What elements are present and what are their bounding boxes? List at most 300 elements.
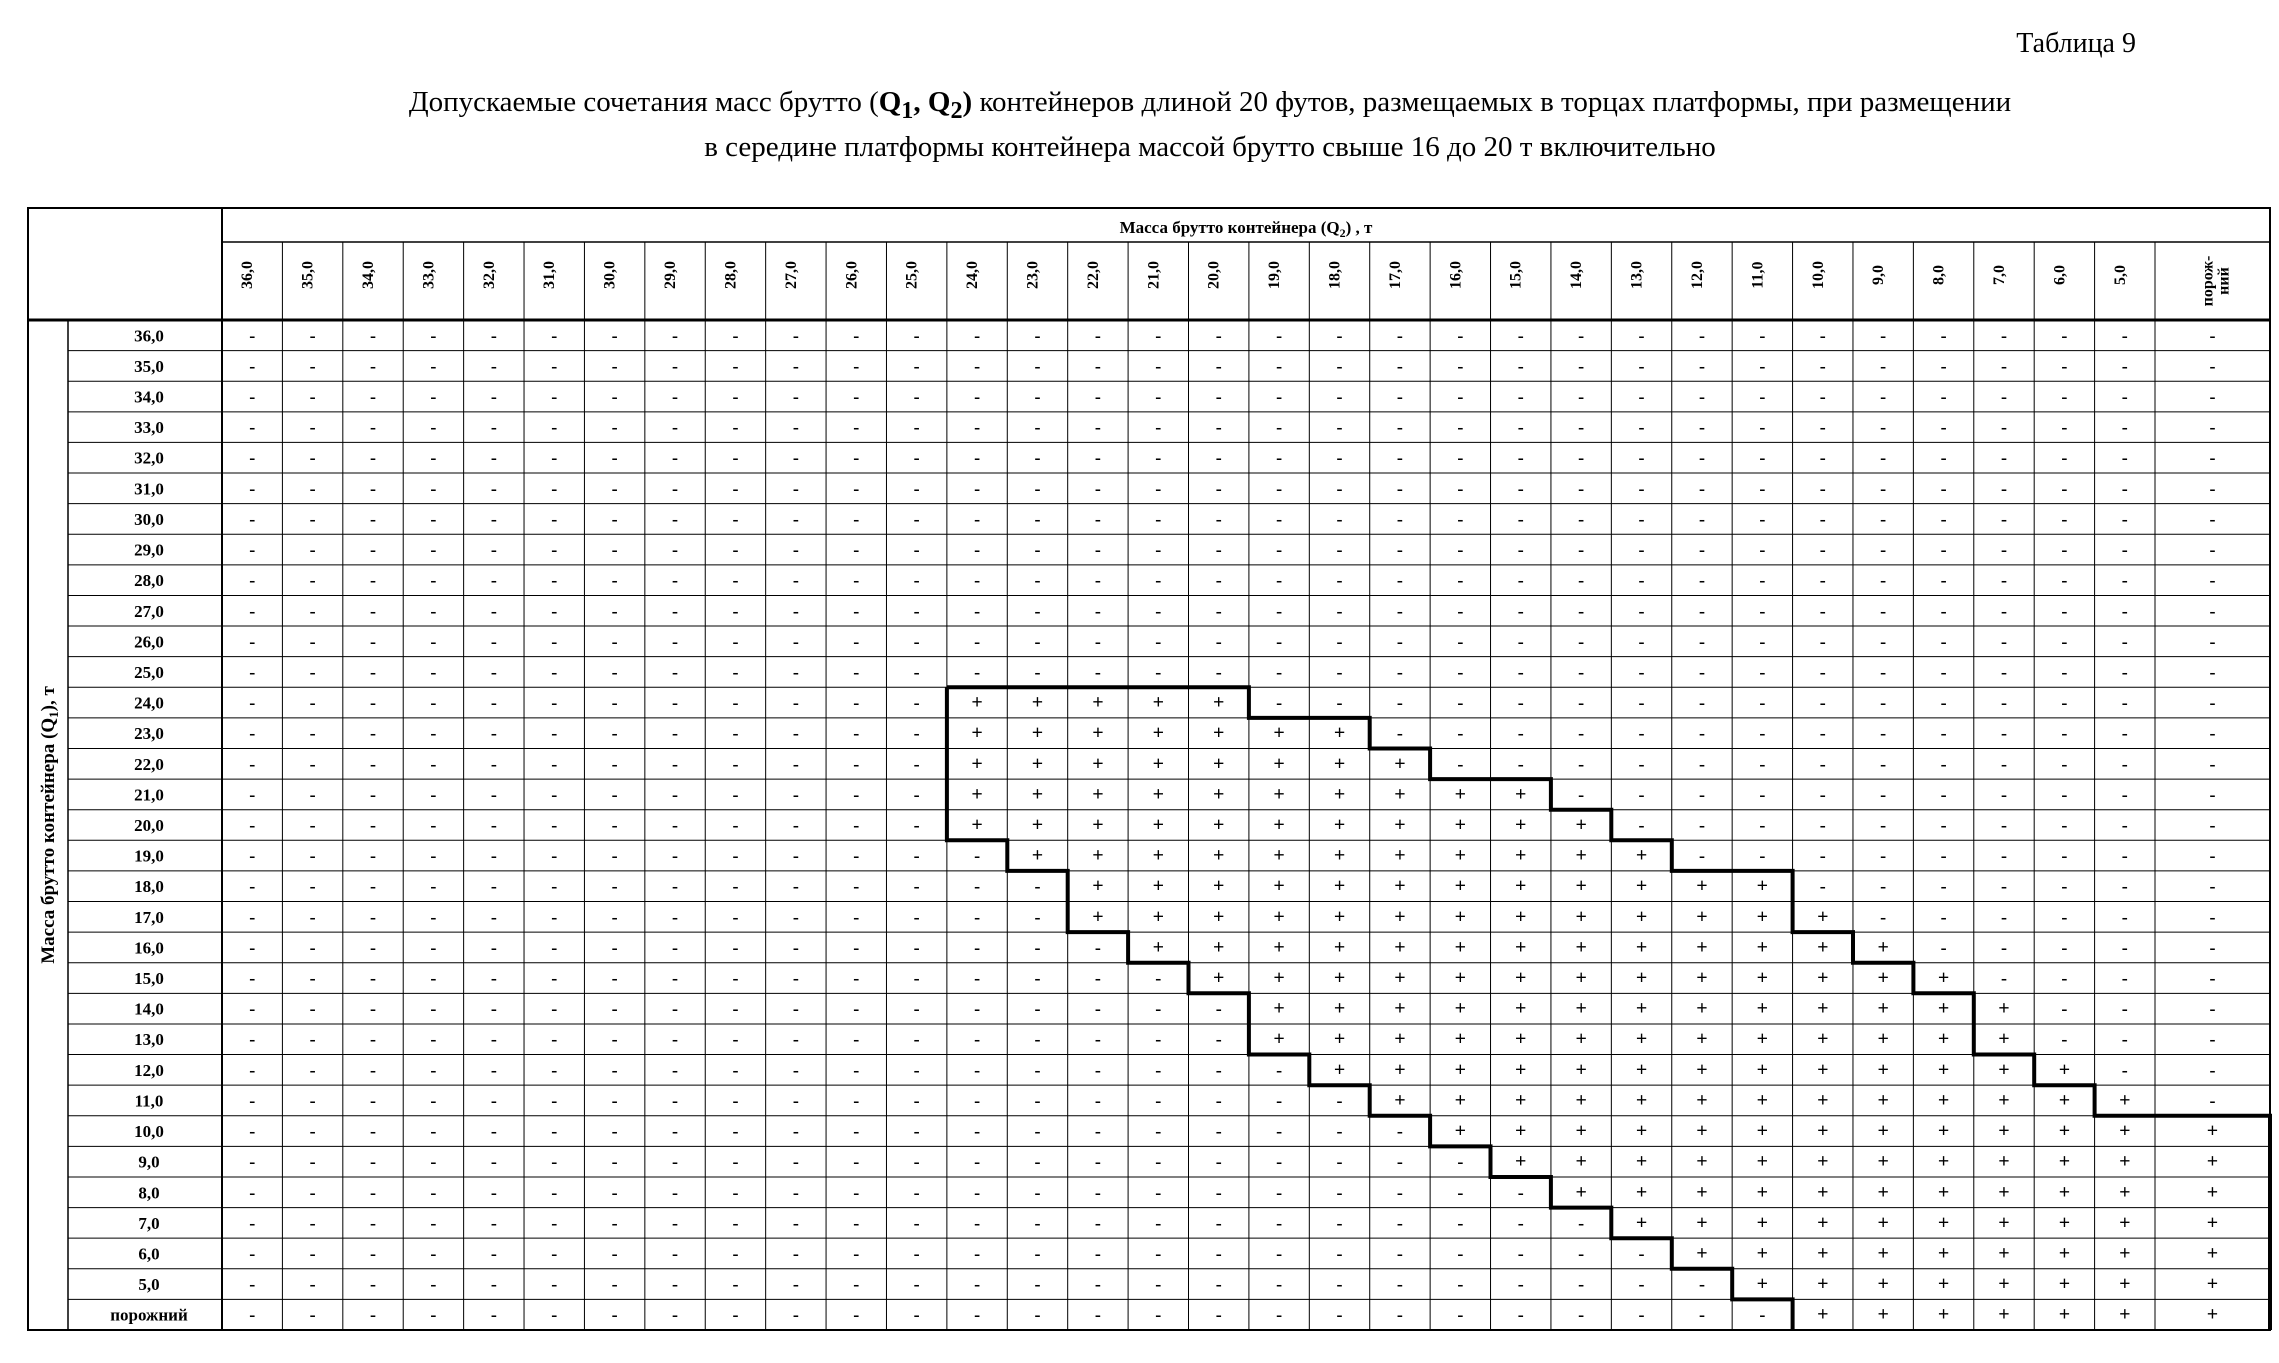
row-header-label: 25,0 — [134, 662, 164, 682]
row-header-label: 36,0 — [134, 326, 164, 346]
cell-not-allowed: - — [430, 539, 437, 560]
cell-not-allowed: - — [732, 906, 739, 927]
cell-allowed: + — [1937, 1211, 1950, 1234]
cell-not-allowed: - — [1638, 631, 1645, 652]
cell-not-allowed: - — [672, 355, 679, 376]
cell-allowed: + — [1817, 997, 1829, 1020]
cell-not-allowed: - — [1698, 845, 1705, 866]
cell-not-allowed: - — [672, 600, 679, 621]
cell-not-allowed: - — [2209, 447, 2216, 468]
column-header-label: 27,0 — [782, 261, 800, 289]
cell-not-allowed: - — [309, 968, 316, 989]
cell-not-allowed: - — [1698, 417, 1705, 438]
cell-not-allowed: - — [430, 417, 437, 438]
cell-not-allowed: - — [2121, 447, 2128, 468]
cell-allowed: + — [1877, 997, 1889, 1020]
cell-not-allowed: - — [1880, 631, 1887, 652]
cell-allowed: + — [1152, 783, 1164, 806]
cell-allowed: + — [1817, 1211, 1829, 1234]
cell-not-allowed: - — [611, 1151, 618, 1172]
cell-not-allowed: - — [249, 1121, 256, 1142]
cell-not-allowed: - — [1396, 325, 1403, 346]
cell-not-allowed: - — [1578, 661, 1585, 682]
cell-not-allowed: - — [2121, 1029, 2128, 1050]
cell-allowed: + — [2206, 1242, 2219, 1265]
cell-not-allowed: - — [1276, 1243, 1283, 1264]
cell-not-allowed: - — [1094, 998, 1101, 1019]
row-header-label: 34,0 — [134, 387, 164, 407]
cell-not-allowed: - — [672, 998, 679, 1019]
cell-allowed: + — [1877, 967, 1889, 990]
cell-not-allowed: - — [1094, 1029, 1101, 1050]
cell-not-allowed: - — [2061, 447, 2068, 468]
cell-not-allowed: - — [1336, 386, 1343, 407]
cell-not-allowed: - — [1034, 386, 1041, 407]
cell-allowed: + — [1333, 997, 1346, 1020]
cell-not-allowed: - — [611, 1212, 618, 1233]
cell-allowed: + — [1877, 936, 1889, 959]
cell-allowed: + — [1635, 1058, 1648, 1081]
cell-not-allowed: - — [1034, 1243, 1041, 1264]
row-header-label: 11,0 — [134, 1091, 164, 1111]
cell-allowed: + — [1031, 844, 1044, 867]
cell-allowed: + — [1998, 1120, 2010, 1143]
cell-not-allowed: - — [1698, 723, 1705, 744]
cell-not-allowed: - — [1155, 1029, 1162, 1050]
cell-not-allowed: - — [1940, 906, 1947, 927]
cell-allowed: + — [1575, 1028, 1587, 1051]
column-header-label: 34,0 — [360, 261, 378, 289]
column-header-label: 5,0 — [2111, 265, 2129, 285]
cell-allowed: + — [1877, 1303, 1889, 1326]
cell-allowed: + — [1756, 875, 1769, 898]
cell-not-allowed: - — [792, 937, 799, 958]
cell-not-allowed: - — [430, 937, 437, 958]
cell-not-allowed: - — [1578, 784, 1585, 805]
cell-not-allowed: - — [913, 753, 920, 774]
cell-not-allowed: - — [672, 815, 679, 835]
cell-allowed: + — [1394, 997, 1406, 1020]
cell-not-allowed: - — [2061, 355, 2068, 376]
cell-not-allowed: - — [611, 906, 618, 927]
cell-not-allowed: - — [1336, 417, 1343, 438]
cell-allowed: + — [1817, 1058, 1829, 1081]
cell-allowed: + — [1213, 783, 1225, 806]
column-header-label: 17,0 — [1386, 261, 1404, 289]
cell-allowed: + — [1696, 997, 1708, 1020]
cell-not-allowed: - — [551, 1212, 558, 1233]
cell-not-allowed: - — [732, 478, 739, 499]
cell-not-allowed: - — [1155, 1151, 1162, 1172]
cell-not-allowed: - — [1396, 386, 1403, 407]
cell-not-allowed: - — [1578, 631, 1585, 652]
cell-not-allowed: - — [2121, 570, 2128, 591]
cell-allowed: + — [2119, 1089, 2131, 1112]
cell-not-allowed: - — [732, 1121, 739, 1142]
cell-not-allowed: - — [2209, 876, 2216, 897]
cell-not-allowed: - — [1034, 937, 1041, 958]
cell-not-allowed: - — [913, 692, 920, 713]
row-header-label: 31,0 — [134, 479, 164, 499]
cell-not-allowed: - — [370, 692, 377, 713]
cell-not-allowed: - — [792, 998, 799, 1019]
cell-not-allowed: - — [249, 998, 256, 1019]
cell-allowed: + — [1575, 905, 1587, 928]
cell-not-allowed: - — [792, 478, 799, 499]
cell-not-allowed: - — [309, 417, 316, 438]
cell-allowed: + — [1937, 1028, 1950, 1051]
cell-not-allowed: - — [1880, 325, 1887, 346]
cell-not-allowed: - — [1396, 631, 1403, 652]
cell-not-allowed: - — [551, 1243, 558, 1264]
cell-not-allowed: - — [1094, 1090, 1101, 1111]
cell-allowed: + — [1696, 1181, 1708, 1204]
cell-not-allowed: - — [1517, 478, 1524, 499]
cell-not-allowed: - — [672, 937, 679, 958]
cell-not-allowed: - — [309, 815, 316, 835]
row-header-label: 5,0 — [138, 1275, 160, 1295]
cell-not-allowed: - — [2000, 876, 2007, 897]
cell-not-allowed: - — [490, 1029, 497, 1050]
cell-not-allowed: - — [913, 386, 920, 407]
cell-not-allowed: - — [1578, 355, 1585, 376]
cell-not-allowed: - — [1336, 447, 1343, 468]
cell-not-allowed: - — [1880, 815, 1887, 835]
cell-not-allowed: - — [430, 1059, 437, 1080]
row-header-label: 27,0 — [134, 601, 164, 621]
cell-not-allowed: - — [2121, 692, 2128, 713]
cell-allowed: + — [971, 814, 983, 836]
cell-not-allowed: - — [732, 386, 739, 407]
cell-not-allowed: - — [732, 661, 739, 682]
cell-not-allowed: - — [430, 1121, 437, 1142]
cell-not-allowed: - — [1276, 386, 1283, 407]
cell-not-allowed: - — [551, 355, 558, 376]
cell-not-allowed: - — [1094, 325, 1101, 346]
cell-not-allowed: - — [430, 723, 437, 744]
cell-not-allowed: - — [1276, 1090, 1283, 1111]
cell-not-allowed: - — [1578, 1304, 1585, 1325]
cell-not-allowed: - — [370, 784, 377, 805]
cell-not-allowed: - — [430, 815, 437, 835]
cell-not-allowed: - — [853, 784, 860, 805]
cell-allowed: + — [1515, 997, 1527, 1020]
cell-not-allowed: - — [551, 600, 558, 621]
column-header-label: 30,0 — [601, 261, 619, 289]
cell-not-allowed: - — [611, 1090, 618, 1111]
cell-allowed: + — [1454, 1028, 1467, 1051]
cell-allowed: + — [1877, 1242, 1889, 1265]
cell-not-allowed: - — [1396, 1212, 1403, 1233]
cell-not-allowed: - — [1034, 325, 1041, 346]
cell-not-allowed: - — [309, 1121, 316, 1142]
cell-allowed: + — [1937, 1058, 1950, 1081]
cell-not-allowed: - — [2061, 386, 2068, 407]
cell-not-allowed: - — [853, 1029, 860, 1050]
cell-not-allowed: - — [913, 1274, 920, 1295]
cell-not-allowed: - — [2061, 845, 2068, 866]
cell-not-allowed: - — [551, 784, 558, 805]
row-header-label: 17,0 — [134, 907, 164, 927]
cell-allowed: + — [1515, 1089, 1527, 1112]
cell-not-allowed: - — [309, 1274, 316, 1295]
cell-not-allowed: - — [732, 539, 739, 560]
cell-not-allowed: - — [792, 386, 799, 407]
cell-not-allowed: - — [1940, 508, 1947, 529]
cell-not-allowed: - — [792, 876, 799, 897]
cell-not-allowed: - — [792, 1212, 799, 1233]
cell-not-allowed: - — [370, 1151, 377, 1172]
cell-not-allowed: - — [1396, 692, 1403, 713]
cell-not-allowed: - — [853, 1182, 860, 1203]
cell-allowed: + — [2206, 1181, 2219, 1204]
cell-allowed: + — [1877, 1058, 1889, 1081]
cell-allowed: + — [1273, 722, 1285, 745]
cell-not-allowed: - — [1276, 1121, 1283, 1142]
cell-not-allowed: - — [672, 968, 679, 989]
cell-not-allowed: - — [1819, 631, 1826, 652]
cell-not-allowed: - — [490, 937, 497, 958]
row-header-label: 9,0 — [138, 1152, 160, 1172]
cell-not-allowed: - — [974, 355, 981, 376]
cell-not-allowed: - — [611, 478, 618, 499]
cell-not-allowed: - — [1819, 661, 1826, 682]
cell-not-allowed: - — [1336, 478, 1343, 499]
cell-not-allowed: - — [1094, 386, 1101, 407]
cell-not-allowed: - — [1215, 1121, 1222, 1142]
cell-not-allowed: - — [551, 1121, 558, 1142]
cell-allowed: + — [1394, 844, 1406, 867]
cell-not-allowed: - — [1638, 815, 1645, 835]
cell-not-allowed: - — [430, 1029, 437, 1050]
cell-not-allowed: - — [1457, 386, 1464, 407]
cell-not-allowed: - — [672, 1029, 679, 1050]
cell-not-allowed: - — [1215, 600, 1222, 621]
cell-not-allowed: - — [974, 600, 981, 621]
cell-not-allowed: - — [611, 1274, 618, 1295]
cell-allowed: + — [1937, 1242, 1950, 1265]
cell-not-allowed: - — [2209, 539, 2216, 560]
cell-not-allowed: - — [1517, 661, 1524, 682]
cell-allowed: + — [1454, 814, 1467, 836]
row-header-label: 30,0 — [134, 509, 164, 529]
cell-not-allowed: - — [1759, 386, 1766, 407]
cell-not-allowed: - — [490, 417, 497, 438]
cell-not-allowed: - — [249, 417, 256, 438]
cell-not-allowed: - — [1336, 600, 1343, 621]
cell-not-allowed: - — [309, 876, 316, 897]
cell-not-allowed: - — [1638, 478, 1645, 499]
cell-not-allowed: - — [853, 1059, 860, 1080]
cell-allowed: + — [1696, 1089, 1708, 1112]
cell-not-allowed: - — [1517, 1212, 1524, 1233]
column-header-label: 22,0 — [1084, 261, 1102, 289]
cell-not-allowed: - — [309, 998, 316, 1019]
cell-not-allowed: - — [1759, 478, 1766, 499]
cell-not-allowed: - — [1578, 417, 1585, 438]
cell-not-allowed: - — [249, 1029, 256, 1050]
cell-not-allowed: - — [1336, 1151, 1343, 1172]
cell-not-allowed: - — [792, 600, 799, 621]
cell-allowed: + — [1877, 1089, 1889, 1112]
cell-allowed: + — [1333, 1028, 1346, 1051]
cell-allowed: + — [2058, 1058, 2071, 1081]
cell-not-allowed: - — [913, 1121, 920, 1142]
cell-not-allowed: - — [853, 1243, 860, 1264]
cell-allowed: + — [1937, 1303, 1950, 1326]
cell-not-allowed: - — [2000, 845, 2007, 866]
cell-not-allowed: - — [1940, 937, 1947, 958]
cell-not-allowed: - — [853, 1304, 860, 1325]
cell-not-allowed: - — [249, 508, 256, 529]
cell-not-allowed: - — [1396, 447, 1403, 468]
cell-not-allowed: - — [1034, 968, 1041, 989]
cell-not-allowed: - — [430, 998, 437, 1019]
cell-not-allowed: - — [1517, 1243, 1524, 1264]
cell-allowed: + — [1031, 752, 1044, 775]
cell-not-allowed: - — [913, 723, 920, 744]
cell-allowed: + — [1998, 1181, 2010, 1204]
cell-not-allowed: - — [792, 1029, 799, 1050]
cell-allowed: + — [1817, 1150, 1829, 1173]
cell-not-allowed: - — [249, 600, 256, 621]
cell-not-allowed: - — [672, 478, 679, 499]
cell-not-allowed: - — [1940, 661, 1947, 682]
cell-not-allowed: - — [611, 998, 618, 1019]
cell-allowed: + — [1333, 814, 1346, 836]
cell-not-allowed: - — [490, 1059, 497, 1080]
cell-not-allowed: - — [249, 1151, 256, 1172]
column-header-label: 36,0 — [239, 261, 257, 289]
cell-not-allowed: - — [913, 417, 920, 438]
cell-allowed: + — [1817, 936, 1829, 959]
row-header-label: 15,0 — [134, 969, 164, 989]
cell-not-allowed: - — [611, 1121, 618, 1142]
cell-allowed: + — [1756, 1150, 1769, 1173]
cell-not-allowed: - — [490, 1090, 497, 1111]
cell-not-allowed: - — [672, 570, 679, 591]
cell-allowed: + — [1213, 936, 1225, 959]
cell-not-allowed: - — [1578, 1212, 1585, 1233]
column-header-label: 33,0 — [420, 261, 438, 289]
cell-not-allowed: - — [1457, 631, 1464, 652]
cell-not-allowed: - — [2061, 815, 2068, 835]
cell-allowed: + — [1454, 905, 1467, 928]
cell-allowed: + — [1515, 1120, 1527, 1143]
cell-not-allowed: - — [370, 1212, 377, 1233]
cell-not-allowed: - — [551, 447, 558, 468]
cell-not-allowed: - — [370, 661, 377, 682]
cell-not-allowed: - — [974, 998, 981, 1019]
cell-not-allowed: - — [551, 1151, 558, 1172]
row-header-label: 12,0 — [134, 1060, 164, 1080]
cell-not-allowed: - — [853, 417, 860, 438]
cell-not-allowed: - — [1396, 478, 1403, 499]
cell-not-allowed: - — [490, 478, 497, 499]
cell-not-allowed: - — [792, 1182, 799, 1203]
cell-not-allowed: - — [853, 845, 860, 866]
cell-allowed: + — [1635, 1150, 1648, 1173]
cell-allowed: + — [1998, 1058, 2010, 1081]
cell-not-allowed: - — [974, 508, 981, 529]
cell-allowed: + — [1635, 936, 1648, 959]
cell-not-allowed: - — [2209, 753, 2216, 774]
cell-not-allowed: - — [913, 815, 920, 835]
cell-not-allowed: - — [309, 784, 316, 805]
cell-not-allowed: - — [249, 570, 256, 591]
cell-not-allowed: - — [1155, 539, 1162, 560]
cell-not-allowed: - — [2000, 355, 2007, 376]
cell-not-allowed: - — [1759, 845, 1766, 866]
cell-not-allowed: - — [611, 692, 618, 713]
cell-not-allowed: - — [2121, 968, 2128, 989]
cell-not-allowed: - — [1638, 1304, 1645, 1325]
cell-not-allowed: - — [370, 386, 377, 407]
cell-not-allowed: - — [1517, 753, 1524, 774]
cell-not-allowed: - — [974, 968, 981, 989]
cell-not-allowed: - — [1578, 1243, 1585, 1264]
cell-not-allowed: - — [370, 1304, 377, 1325]
cell-not-allowed: - — [1517, 1304, 1524, 1325]
cell-not-allowed: - — [1457, 1243, 1464, 1264]
cell-allowed: + — [1998, 1242, 2010, 1265]
cell-not-allowed: - — [1034, 508, 1041, 529]
cell-allowed: + — [1696, 1028, 1708, 1051]
cell-not-allowed: - — [2209, 906, 2216, 927]
cell-not-allowed: - — [1638, 692, 1645, 713]
cell-not-allowed: - — [672, 386, 679, 407]
cell-not-allowed: - — [732, 1243, 739, 1264]
cell-not-allowed: - — [1880, 386, 1887, 407]
cell-allowed: + — [1273, 1028, 1285, 1051]
cell-not-allowed: - — [611, 815, 618, 835]
cell-not-allowed: - — [2000, 692, 2007, 713]
cell-allowed: + — [1635, 1028, 1648, 1051]
cell-not-allowed: - — [1034, 478, 1041, 499]
cell-not-allowed: - — [1457, 417, 1464, 438]
cell-not-allowed: - — [551, 1182, 558, 1203]
cell-not-allowed: - — [430, 1090, 437, 1111]
cell-not-allowed: - — [430, 508, 437, 529]
cell-not-allowed: - — [1457, 478, 1464, 499]
cell-not-allowed: - — [853, 355, 860, 376]
cell-not-allowed: - — [1276, 1212, 1283, 1233]
cell-not-allowed: - — [551, 508, 558, 529]
cell-not-allowed: - — [1034, 1151, 1041, 1172]
cell-not-allowed: - — [1759, 631, 1766, 652]
cell-not-allowed: - — [1880, 784, 1887, 805]
cell-not-allowed: - — [1759, 1304, 1766, 1325]
row-header-label: 16,0 — [134, 938, 164, 958]
cell-allowed: + — [1937, 967, 1950, 990]
cell-not-allowed: - — [370, 723, 377, 744]
cell-not-allowed: - — [1759, 539, 1766, 560]
cell-not-allowed: - — [551, 325, 558, 346]
cell-not-allowed: - — [611, 876, 618, 897]
cell-allowed: + — [1575, 814, 1587, 836]
cell-allowed: + — [1394, 1028, 1406, 1051]
cell-not-allowed: - — [430, 661, 437, 682]
cell-not-allowed: - — [792, 1090, 799, 1111]
cell-not-allowed: - — [1034, 1304, 1041, 1325]
cell-allowed: + — [1454, 967, 1467, 990]
cell-not-allowed: - — [1094, 661, 1101, 682]
cell-allowed: + — [1937, 1089, 1950, 1112]
cell-allowed: + — [2119, 1273, 2131, 1296]
cell-not-allowed: - — [2061, 998, 2068, 1019]
cell-not-allowed: - — [732, 570, 739, 591]
cell-not-allowed: - — [732, 447, 739, 468]
